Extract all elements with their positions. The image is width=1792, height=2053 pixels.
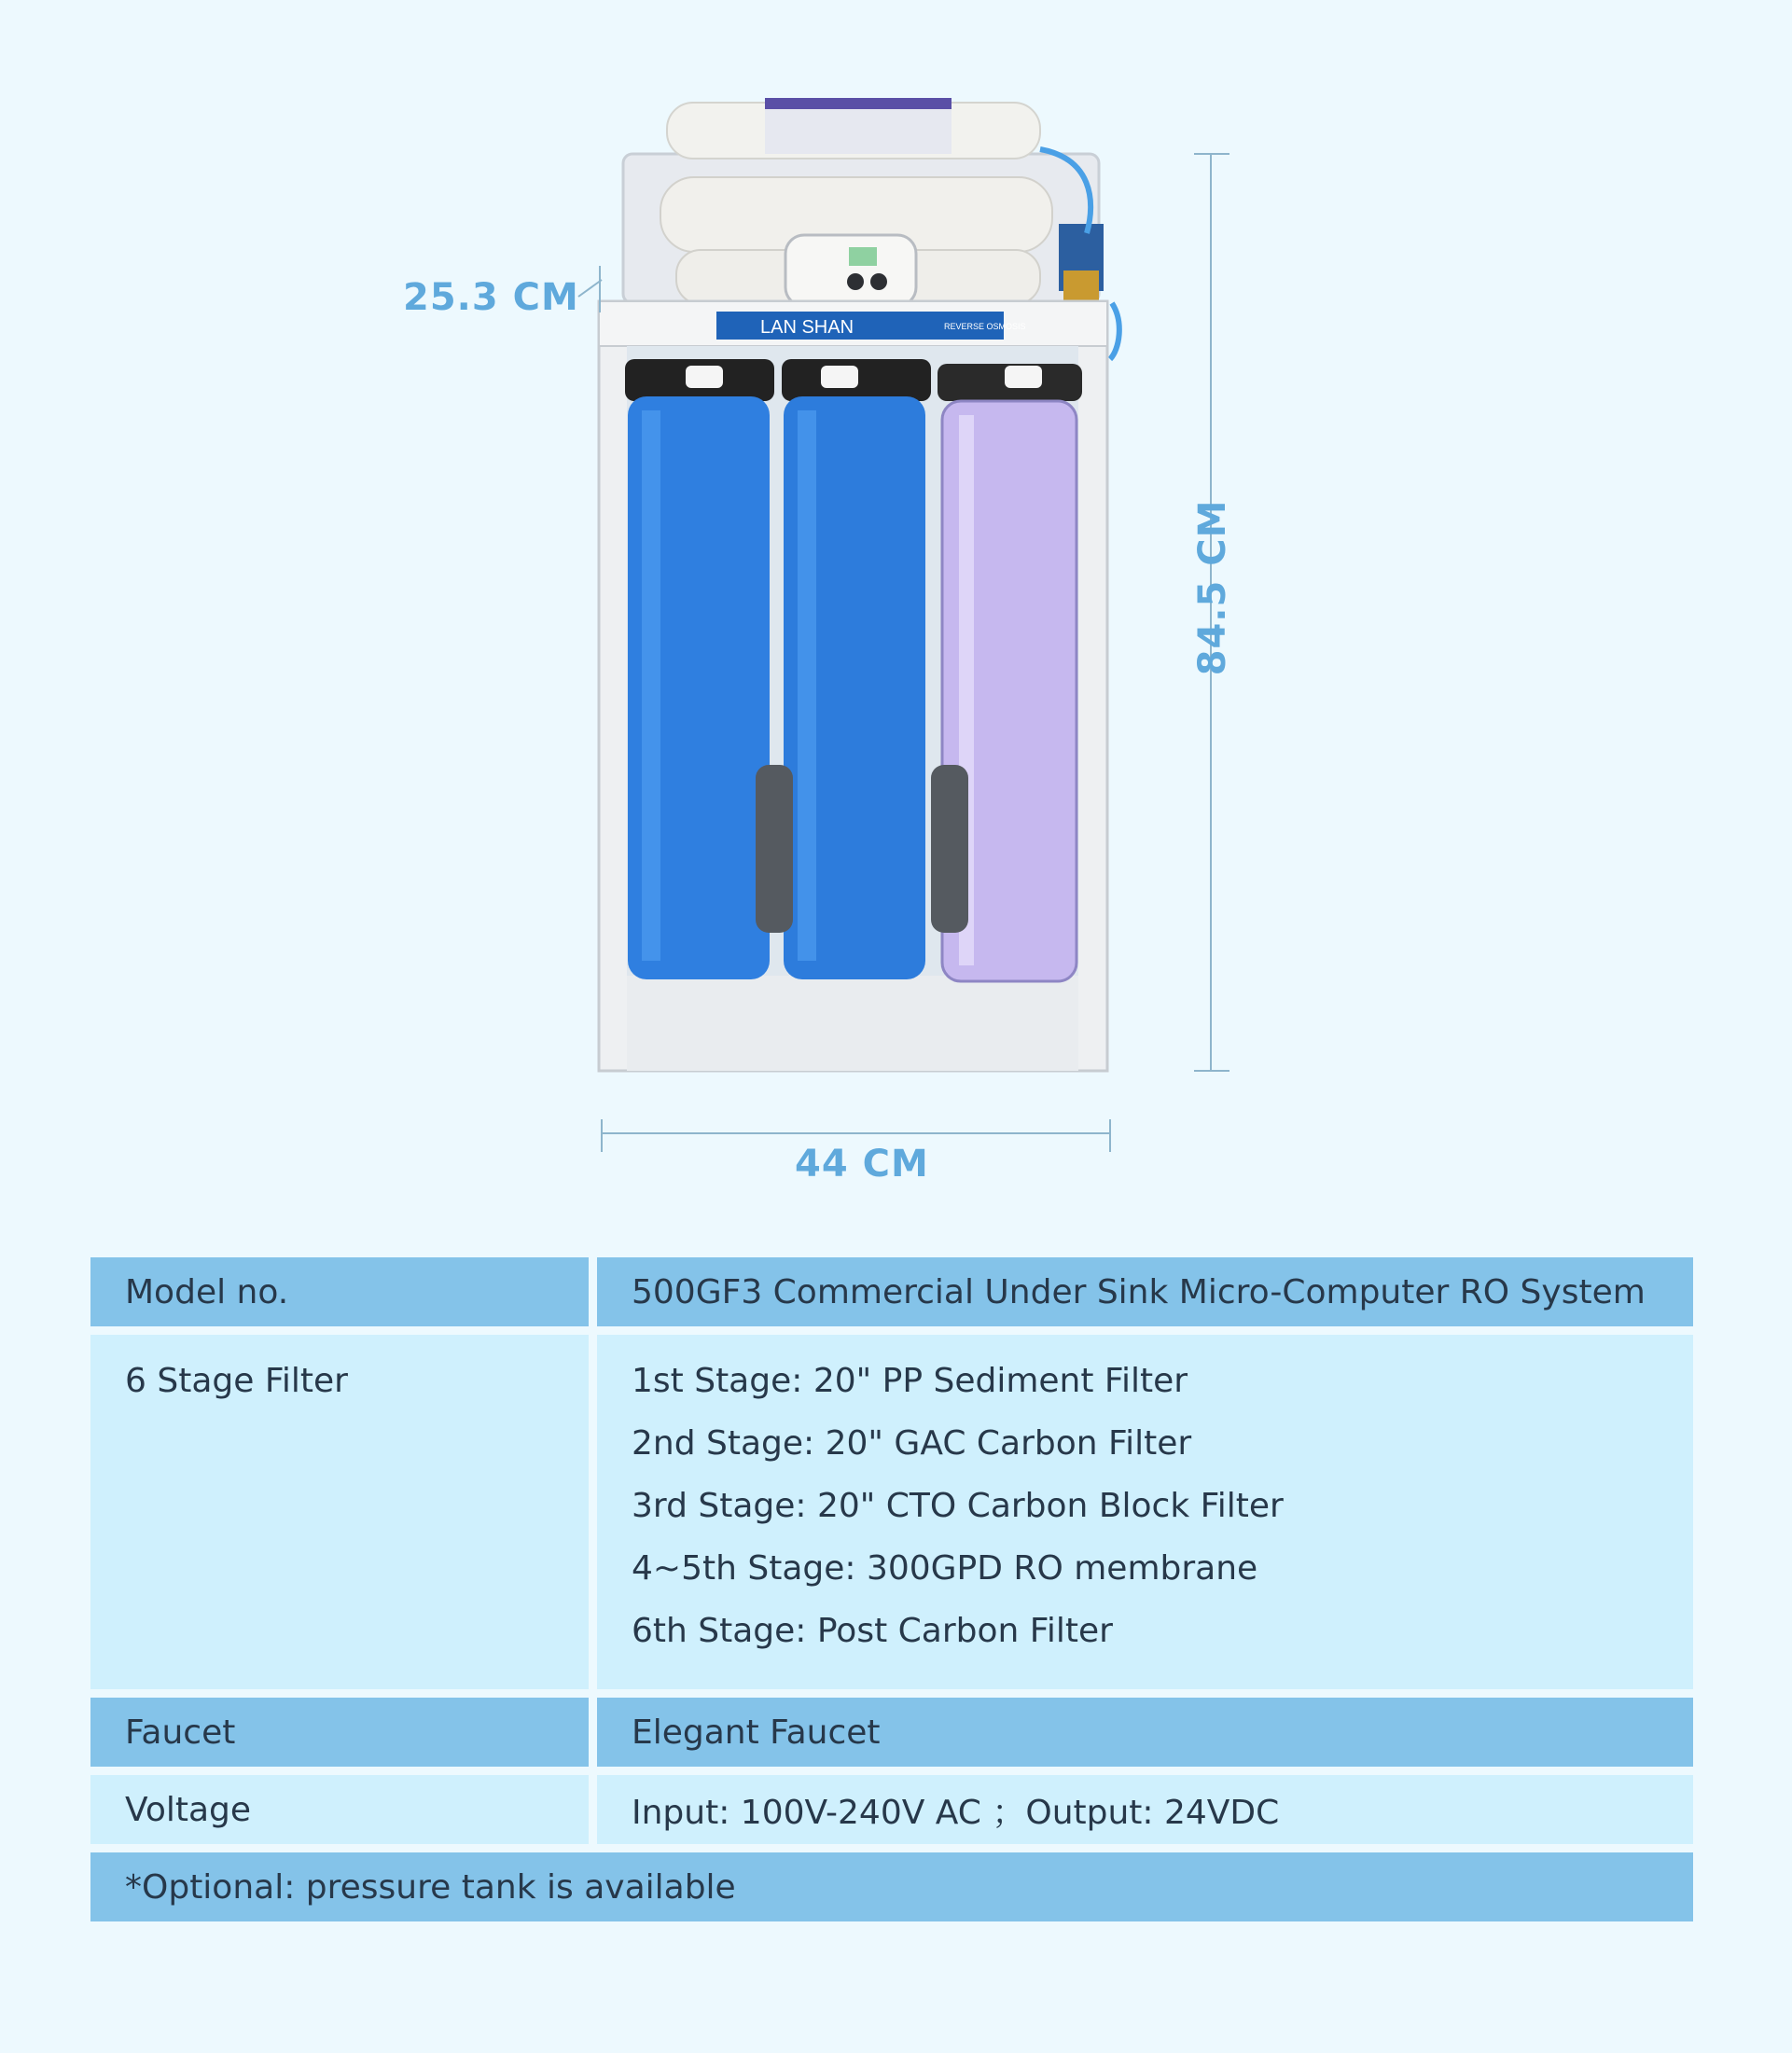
spec-row-voltage xyxy=(90,1775,1693,1844)
stage-item: 1st Stage: 20" PP Sediment Filter xyxy=(632,1362,1188,1400)
brand-label: LAN SHAN xyxy=(760,317,854,338)
spec-row-faucet xyxy=(90,1698,1693,1767)
spec-label-stages xyxy=(90,1335,589,1689)
optional-note: *Optional: pressure tank is available xyxy=(90,1852,1693,1921)
spec-value-model: 500GF3 Commercial Under Sink Micro-Computer RO System xyxy=(597,1257,1693,1326)
panel-label: REVERSE OSMOSIS xyxy=(944,322,1026,331)
spec-row-note xyxy=(90,1852,1693,1921)
spec-label-model: Model no. xyxy=(90,1257,589,1326)
spec-value-faucet: Elegant Faucet xyxy=(597,1698,1693,1767)
stage-item: 4~5th Stage: 300GPD RO membrane xyxy=(632,1549,1258,1588)
spec-value-stages xyxy=(597,1335,1693,1689)
stages-label-text: 6 Stage Filter xyxy=(125,1362,348,1400)
spec-label-voltage: Voltage xyxy=(90,1775,589,1844)
stage-item: 6th Stage: Post Carbon Filter xyxy=(632,1612,1113,1650)
spec-table xyxy=(90,1257,1693,1930)
spec-row-stages xyxy=(90,1335,1693,1689)
spec-row-model xyxy=(90,1257,1693,1326)
spec-label-faucet: Faucet xyxy=(90,1698,589,1767)
spec-value-voltage: Input: 100V-240V AC ；Output: 24VDC xyxy=(597,1775,1693,1844)
stage-item: 3rd Stage: 20" CTO Carbon Block Filter xyxy=(632,1487,1284,1525)
stage-item: 2nd Stage: 20" GAC Carbon Filter xyxy=(632,1424,1192,1463)
depth-dimension-label: 25.3 CM xyxy=(403,276,579,319)
width-dimension-label: 44 CM xyxy=(795,1143,929,1186)
height-dimension-label: 84.5 CM xyxy=(1191,499,1234,676)
